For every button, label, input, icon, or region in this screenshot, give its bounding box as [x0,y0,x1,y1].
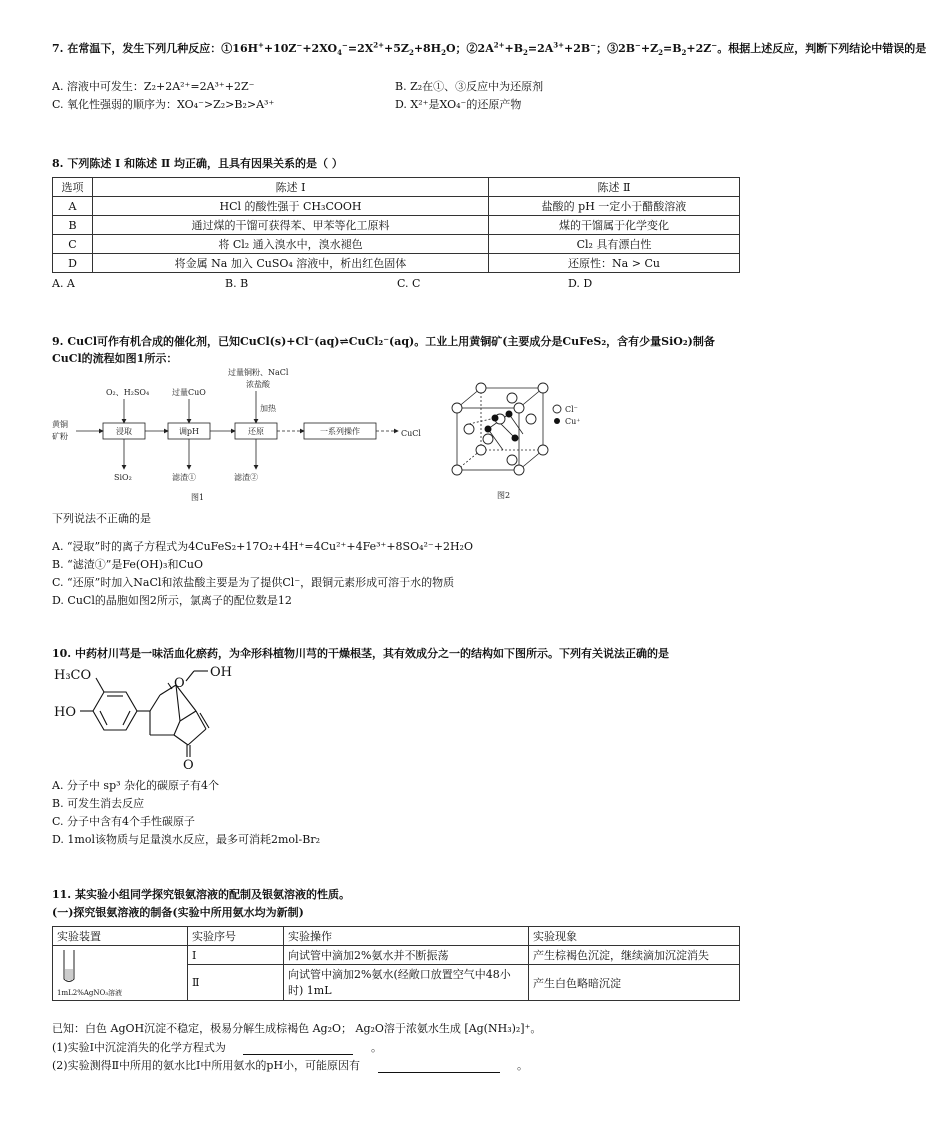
ketone-oxygen-label: O [183,758,194,773]
table-row [53,235,740,254]
device-cell [53,946,188,1001]
q9-stem-line1: 9. CuCl可作有机合成的催化剂，已知CuCl(s)+Cl⁻(aq)⇌CuCl₂⁻(aq)。工业上用黄铜矿(主要成分是CuFeS₂，含有少量SiO₂)制备 [52,335,715,348]
table-cell: A [53,197,93,216]
q8-answer-c: C. C [397,277,421,290]
legend-label-cu: Cu⁺ [565,417,581,426]
subquestion-text: (1)实验Ⅰ中沉淀消失的化学方程式为 [52,1041,226,1054]
table-row [53,216,740,235]
q9-option-b: B. “滤渣①”是Fe(OH)₃和CuO [52,558,203,571]
table-cell: 盐酸的 pH 一定小于醋酸溶液 [489,197,740,216]
process-step-label: 浸取 [116,427,132,436]
reagent-label: O₂、H₂SO₄ [106,388,150,397]
byproduct-label: 滤渣② [234,473,258,482]
table-row [53,946,740,965]
reagent-label: 浓盐酸 [246,380,270,389]
answer-blank[interactable] [243,1054,353,1055]
q8-answer-b: B. B [225,277,249,290]
bridge-oxygen-label: O [174,676,185,691]
q11-subquestion-1 [52,1039,382,1055]
table-row [53,254,740,273]
reagent-label: 过量铜粉、NaCl [228,368,289,377]
q10-stem: 10. 中药材川芎是一味活血化瘀药，为伞形科植物川芎的干燥根茎，其有效成分之一的结构如下图所示。下列有关说法正确的是 [52,647,669,660]
header-cell: 实验操作 [284,927,529,946]
hydroxy-label: HO [54,705,76,720]
crystal-cell-diagram [445,378,595,500]
table-cell: Ⅰ [188,946,284,965]
byproduct-label: SiO₂ [114,473,132,482]
q8-answer-a: A. A [52,277,75,290]
q9-prompt: 下列说法不正确的是 [52,512,151,525]
subquestion-end: 。 [370,1041,382,1054]
q9-option-c: C. “还原”时加入NaCl和浓盐酸主要是为了提供Cl⁻，跟铜元素形成可溶于水的物质 [52,576,455,589]
condition-label: 加热 [260,404,276,413]
q10-option-d: D. 1mol该物质与足量溴水反应，最多可消耗2mol-Br₂ [52,833,321,846]
q11-table [52,926,740,1001]
header-cell: 实验现象 [529,927,740,946]
table-header-row [53,927,740,946]
reagent-label: 过量CuO [172,388,206,397]
q11-stem: 11. 某实验小组同学探究银氨溶液的配制及银氨溶液的性质。 [52,888,350,901]
table-row [53,197,740,216]
methoxy-label: H₃CO [54,668,92,683]
byproduct-label: 滤渣① [172,473,196,482]
q11-subquestion-2 [52,1057,528,1073]
process-step-label: 还原 [248,427,264,436]
q11-part-heading: (一)探究银氨溶液的制备(实验中所用氨水均为新制) [52,906,304,919]
raw-material-label: 矿粉 [52,432,68,441]
subquestion-end: 。 [517,1059,529,1072]
q10-option-a: A. 分子中 sp³ 杂化的碳原子有4个 [52,779,220,792]
figure-caption: 图1 [191,493,205,502]
q7-stem: 7. 在常温下，发生下列几种反应：$①16H^++10Z^-+2XO_4^-=2X^{2+}+5Z_2+8H_2O$；$②2A^{2+}+B_2=2A^{3+}+2B^-$；$③2B^-+Z_2=B_2+2Z^-$。根据上述反应，判断下列结论中错误的是 [52,40,926,58]
table-cell: 煤的干馏属于化学变化 [489,216,740,235]
table-cell: 产生白色略暗沉淀 [529,965,740,1001]
molecule-structure [50,665,250,775]
table-cell: D [53,254,93,273]
q7-option-d: D. X²⁺是XO₄⁻的还原产物 [395,98,522,111]
table-cell: 通过煤的干馏可获得苯、甲苯等化工原料 [93,216,489,235]
q9-option-a: A. “浸取”时的离子方程式为4CuFeS₂+17O₂+4H⁺=4Cu²⁺+4Fe³⁺+8SO₄²⁻+2H₂O [52,540,473,553]
subquestion-text: (2)实验测得Ⅱ中所用的氨水比Ⅰ中所用氨水的pH小，可能原因有 [52,1059,361,1072]
table-cell: 向试管中滴加2%氨水并不断振荡 [284,946,529,965]
legend-label-cl: Cl⁻ [565,405,578,414]
product-label: CuCl [401,429,421,438]
q9-stem-line2: CuCl的流程如图1所示： [52,352,178,365]
header-cell: 实验装置 [53,927,188,946]
table-cell: Cl₂ 具有漂白性 [489,235,740,254]
process-flow-diagram [48,365,428,505]
q7-option-c: C. 氧化性强弱的顺序为：XO₄⁻>Z₂>B₂>A³⁺ [52,98,275,111]
process-step-label: 一系列操作 [320,427,360,436]
figure-caption: 图2 [497,491,511,500]
answer-blank[interactable] [378,1072,500,1073]
table-cell: C [53,235,93,254]
raw-material-label: 黄铜 [52,420,68,429]
table-cell: 还原性：Na > Cu [489,254,740,273]
hydroxymethyl-label: OH [210,665,232,680]
table-header-row [53,178,740,197]
q7-option-a: A. 溶液中可发生：Z₂+2A²⁺=2A³⁺+2Z⁻ [52,80,255,93]
q8-stem: 8. 下列陈述 Ⅰ 和陈述 Ⅱ 均正确，且具有因果关系的是（ ） [52,157,343,170]
table-cell: 将 Cl₂ 通入溴水中，溴水褪色 [93,235,489,254]
process-step-label: 调pH [178,427,200,436]
table-cell: 向试管中滴加2%氨水(经敞口放置空气中48小时) 1mL [284,965,529,1001]
table-cell: B [53,216,93,235]
device-label: 1mL2%AgNO₃溶液 [57,989,123,997]
q10-option-b: B. 可发生消去反应 [52,797,145,810]
header-cell: 选项 [53,178,93,197]
q10-option-c: C. 分子中含有4个手性碳原子 [52,815,196,828]
table-cell: 产生棕褐色沉淀，继续滴加沉淀消失 [529,946,740,965]
q7-option-b: B. Z₂在①、③反应中为还原剂 [395,80,544,93]
q8-table [52,177,740,273]
table-cell: HCl 的酸性强于 CH₃COOH [93,197,489,216]
header-cell: 陈述 Ⅰ [93,178,489,197]
table-cell: 将金属 Na 加入 CuSO₄ 溶液中，析出红色固体 [93,254,489,273]
header-cell: 陈述 Ⅱ [489,178,740,197]
table-cell: Ⅱ [188,965,284,1001]
test-tube-icon [61,949,77,985]
header-cell: 实验序号 [188,927,284,946]
q9-option-d: D. CuCl的晶胞如图2所示，氯离子的配位数是12 [52,594,292,607]
q11-known-info: 已知：白色 AgOH沉淀不稳定，极易分解生成棕褐色 Ag₂O； Ag₂O溶于浓氨水生成 [Ag(NH₃)₂]⁺。 [52,1022,542,1035]
q8-answer-d: D. D [568,277,593,290]
